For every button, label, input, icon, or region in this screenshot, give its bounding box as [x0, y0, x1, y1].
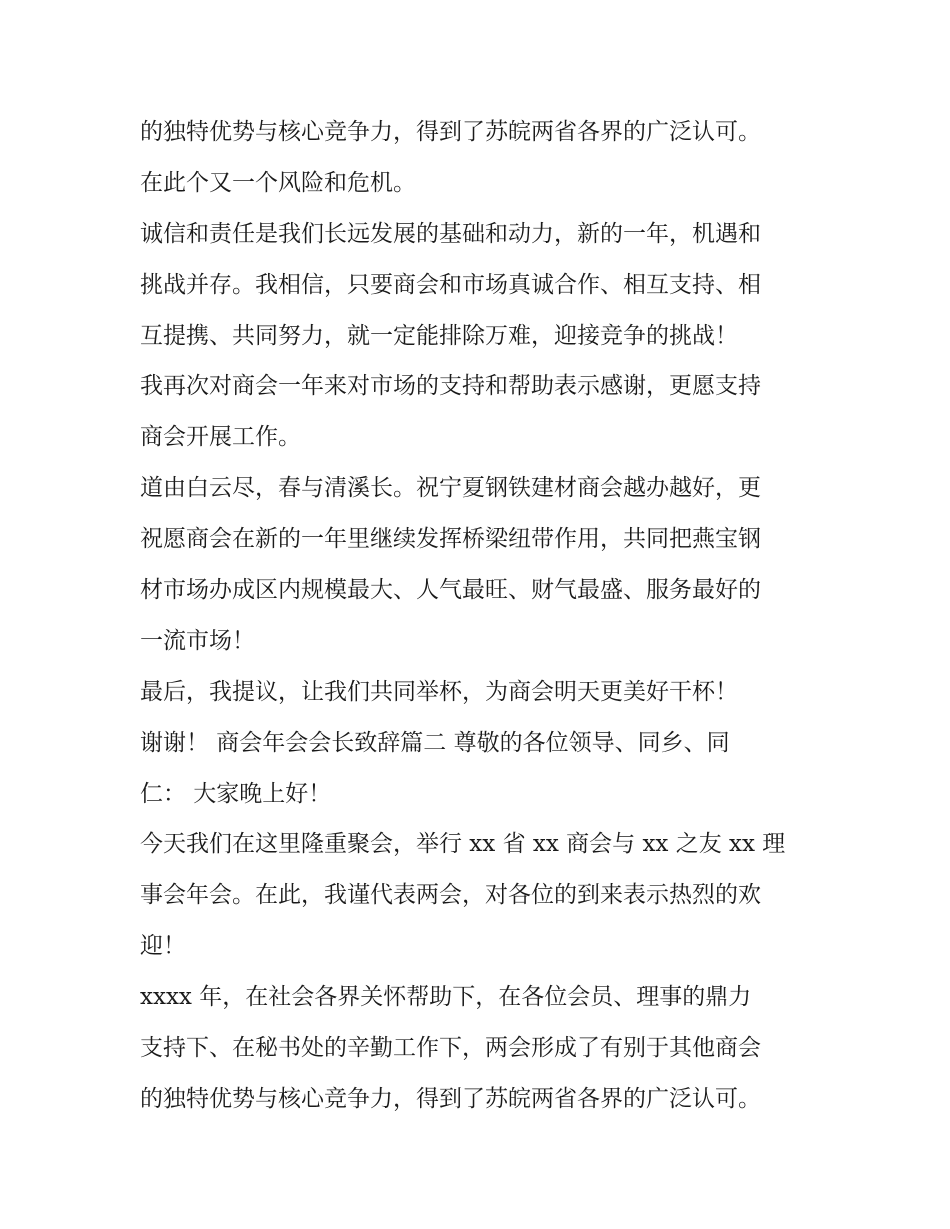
body-text: [140, 107, 820, 1125]
text-line: 仁： 大家晚上好！: [140, 780, 332, 807]
text-line: 最后，我提议，让我们共同举杯，为商会明天更美好干杯！: [140, 678, 738, 705]
text-line: 事会年会。在此，我谨代表两会，对各位的到来表示热烈的欢: [140, 882, 761, 909]
text-line: 祝愿商会在新的一年里继续发挥桥梁纽带作用，共同把燕宝钢: [140, 526, 761, 553]
text-line: 的独特优势与核心竞争力，得到了苏皖两省各界的广泛认可。: [140, 119, 761, 145]
text-line: 道由白云尽，春与清溪长。祝宁夏钢铁建材商会越办越好，更: [140, 475, 761, 502]
text-line: 迎！: [140, 933, 186, 960]
text-line: 互提携、共同努力，就一定能排除万难，迎接竞争的挑战！: [140, 322, 738, 349]
text-line: 一流市场！: [140, 627, 255, 654]
text-line: 诚信和责任是我们长远发展的基础和动力，新的一年，机遇和: [140, 220, 761, 247]
text-line: 我再次对商会一年来对市场的支持和帮助表示感谢，更愿支持: [140, 373, 761, 400]
text-line: 商会开展工作。: [140, 424, 301, 451]
text-line: 谢谢！ 商会年会会长致辞篇二 尊敬的各位领导、同乡、同: [140, 729, 730, 756]
text-line: xxxx 年，在社会各界关怀帮助下，在各位会员、理事的鼎力: [140, 984, 752, 1011]
text-line: 的独特优势与核心竞争力，得到了苏皖两省各界的广泛认可。: [140, 1085, 761, 1112]
text-line: 材市场办成区内规模最大、人气最旺、财气最盛、服务最好的: [140, 577, 761, 604]
text-line: 支持下、在秘书处的辛勤工作下，两会形成了有别于其他商会: [140, 1035, 761, 1062]
text-line: 挑战并存。我相信，只要商会和市场真诚合作、相互支持、相: [140, 271, 761, 298]
text-line: 今天我们在这里隆重聚会，举行 xx 省 xx 商会与 xx 之友 xx 理: [140, 831, 786, 858]
text-line: 在此个又一个风险和危机。: [140, 169, 416, 196]
